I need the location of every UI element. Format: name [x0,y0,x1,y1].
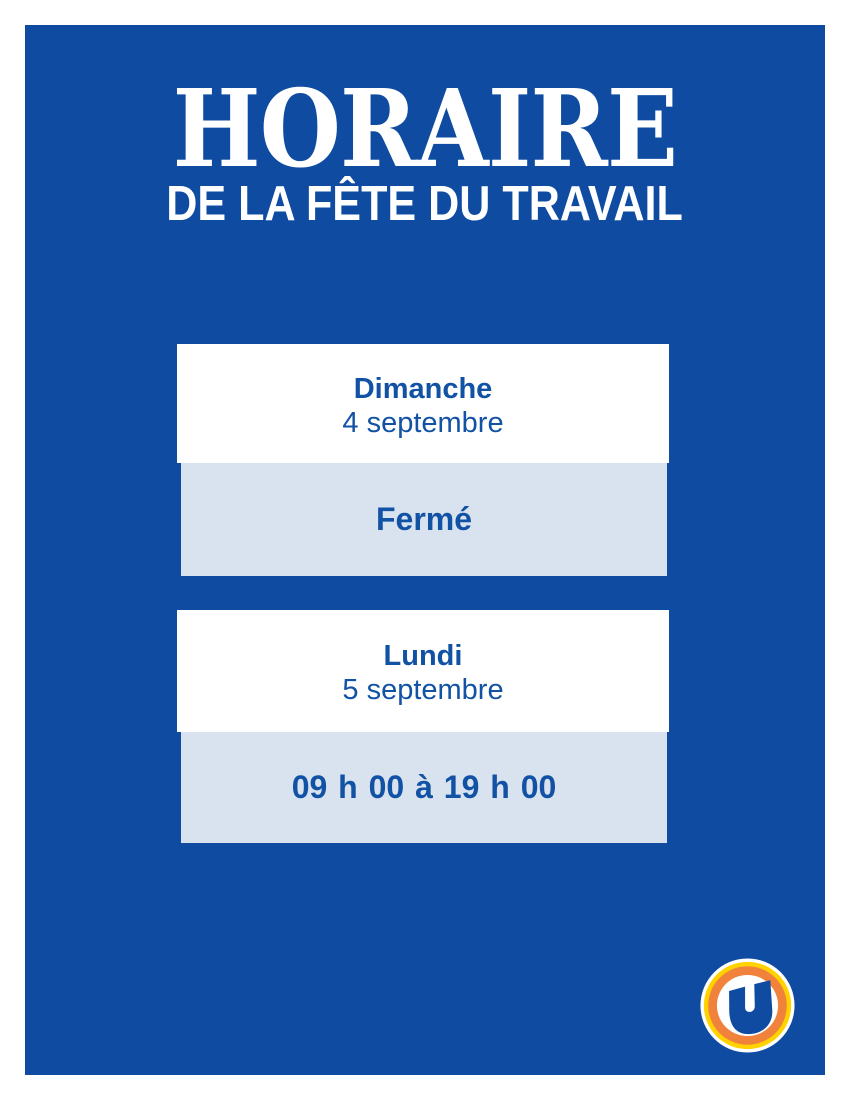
card-header [177,610,669,732]
day-label: Lundi [383,640,463,672]
page-title-text: HORAIRE [172,67,678,192]
page-title [25,67,825,192]
page-subtitle [25,177,825,231]
date-label: 5 septembre [342,674,504,706]
schedule-card-monday [177,610,669,843]
card-hours-row [181,732,667,843]
poster-background [25,25,825,1075]
hours-label: 09 h 00 à 19 h 00 [291,769,557,805]
card-hours-row [181,463,667,576]
u-logo-svg [699,957,796,1054]
day-label: Dimanche [353,372,493,405]
hours-label: Fermé [375,501,473,537]
u-logo-icon [699,957,796,1054]
schedule-card-sunday [177,344,669,576]
page-subtitle-text: DE LA FÊTE DU TRAVAIL [166,177,684,231]
date-label: 4 septembre [342,406,504,439]
card-header [177,344,669,463]
